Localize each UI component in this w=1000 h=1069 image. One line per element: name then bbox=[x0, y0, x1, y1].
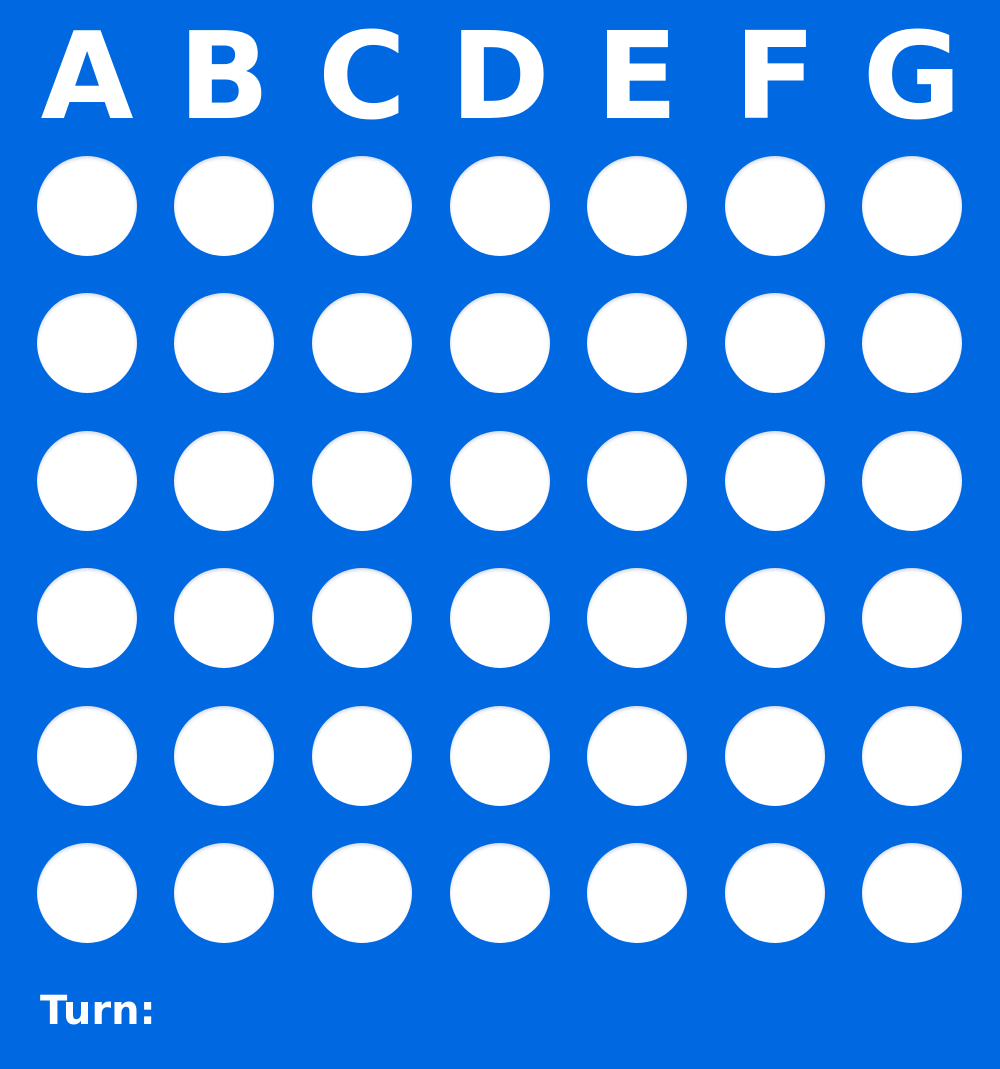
board-cell-f3[interactable] bbox=[725, 431, 825, 531]
board-cell-a3[interactable] bbox=[37, 431, 137, 531]
column-header-f[interactable]: F bbox=[734, 8, 816, 147]
board-cell-g5[interactable] bbox=[862, 706, 962, 806]
board-cell-a5[interactable] bbox=[37, 706, 137, 806]
board-cell-b3[interactable] bbox=[174, 431, 274, 531]
board-cell-d2[interactable] bbox=[450, 293, 550, 393]
board-cell-g3[interactable] bbox=[862, 431, 962, 531]
board-cell-b4[interactable] bbox=[174, 568, 274, 668]
board-cell-e3[interactable] bbox=[587, 431, 687, 531]
board-cell-c6[interactable] bbox=[312, 843, 412, 943]
board-cell-e5[interactable] bbox=[587, 706, 687, 806]
board-cell-a6[interactable] bbox=[37, 843, 137, 943]
board-cell-e2[interactable] bbox=[587, 293, 687, 393]
board-cell-d1[interactable] bbox=[450, 156, 550, 256]
board-cell-c4[interactable] bbox=[312, 568, 412, 668]
board-cell-d5[interactable] bbox=[450, 706, 550, 806]
board-cell-c1[interactable] bbox=[312, 156, 412, 256]
turn-indicator bbox=[40, 984, 168, 1038]
board-cell-a1[interactable] bbox=[37, 156, 137, 256]
board-cell-b6[interactable] bbox=[174, 843, 274, 943]
column-header-e[interactable]: E bbox=[596, 8, 678, 147]
board-cell-a2[interactable] bbox=[37, 293, 137, 393]
turn-label: Turn: bbox=[40, 988, 156, 1034]
board-cell-c3[interactable] bbox=[312, 431, 412, 531]
board-cell-g6[interactable] bbox=[862, 843, 962, 943]
board-cell-g2[interactable] bbox=[862, 293, 962, 393]
board-cell-g1[interactable] bbox=[862, 156, 962, 256]
board-cell-d4[interactable] bbox=[450, 568, 550, 668]
board-cell-b2[interactable] bbox=[174, 293, 274, 393]
board-cell-f1[interactable] bbox=[725, 156, 825, 256]
column-header-c[interactable]: C bbox=[317, 8, 407, 147]
board-cell-a4[interactable] bbox=[37, 568, 137, 668]
board-cell-b1[interactable] bbox=[174, 156, 274, 256]
board-cell-e1[interactable] bbox=[587, 156, 687, 256]
board-cell-d6[interactable] bbox=[450, 843, 550, 943]
board-cell-f6[interactable] bbox=[725, 843, 825, 943]
board-cell-g4[interactable] bbox=[862, 568, 962, 668]
column-header-g[interactable]: G bbox=[862, 8, 962, 147]
board-cell-b5[interactable] bbox=[174, 706, 274, 806]
board-cell-e4[interactable] bbox=[587, 568, 687, 668]
board-cell-f2[interactable] bbox=[725, 293, 825, 393]
board-cell-e6[interactable] bbox=[587, 843, 687, 943]
board-cell-c5[interactable] bbox=[312, 706, 412, 806]
column-header-a[interactable]: A bbox=[40, 8, 134, 147]
board-cell-f5[interactable] bbox=[725, 706, 825, 806]
column-header-b[interactable]: B bbox=[178, 8, 270, 147]
column-header-d[interactable]: D bbox=[450, 8, 550, 147]
board-cell-f4[interactable] bbox=[725, 568, 825, 668]
board-cell-d3[interactable] bbox=[450, 431, 550, 531]
board-cell-c2[interactable] bbox=[312, 293, 412, 393]
